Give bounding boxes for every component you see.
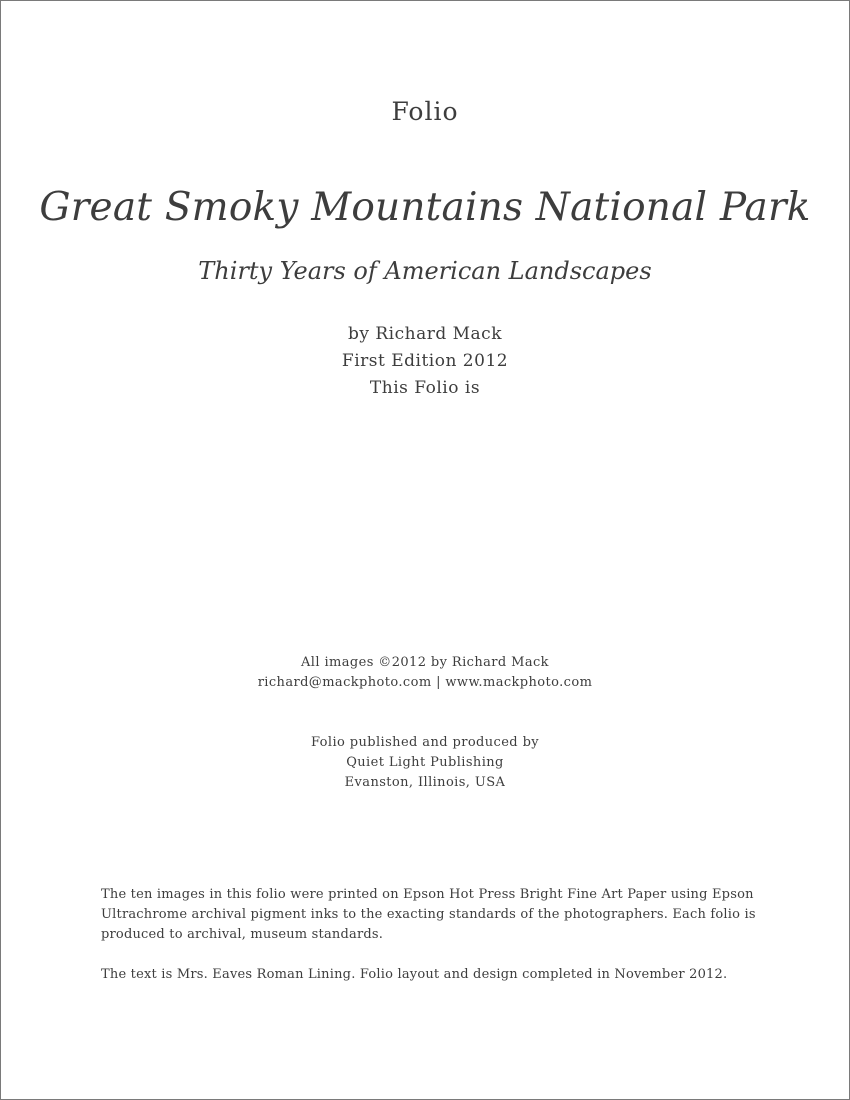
typeface-note	[101, 965, 801, 985]
publisher-intro-line: Folio published and produced by	[310, 735, 540, 750]
printing-note-line: produced to archival, museum standards.	[101, 927, 384, 942]
folio-label: Folio	[391, 97, 459, 126]
printing-note	[101, 885, 801, 945]
contact-line: richard@mackphoto.com | www.mackphoto.com	[257, 675, 593, 690]
byline-block	[1, 321, 849, 402]
printing-note-line: The ten images in this folio were printed on Epson Hot Press Bright Fine Art Paper using Epson	[101, 887, 754, 902]
printing-note-line: Ultrachrome archival pigment inks to the exacting standards of the photographers. Each folio is	[101, 907, 756, 922]
publisher-block	[1, 733, 849, 793]
edition-line: First Edition 2012	[341, 351, 509, 371]
typeface-note-line: The text is Mrs. Eaves Roman Lining. Folio layout and design completed in November 2012.	[101, 967, 728, 982]
author-line: by Richard Mack	[347, 324, 502, 344]
page-subtitle: Thirty Years of American Landscapes	[198, 257, 652, 285]
credits-block	[1, 653, 849, 693]
page-title: Great Smoky Mountains National Park	[39, 185, 811, 230]
publisher-location: Evanston, Illinois, USA	[344, 775, 506, 790]
publisher-name: Quiet Light Publishing	[346, 755, 504, 770]
folio-number-line: This Folio is	[369, 378, 481, 398]
copyright-line: All images ©2012 by Richard Mack	[301, 655, 549, 670]
